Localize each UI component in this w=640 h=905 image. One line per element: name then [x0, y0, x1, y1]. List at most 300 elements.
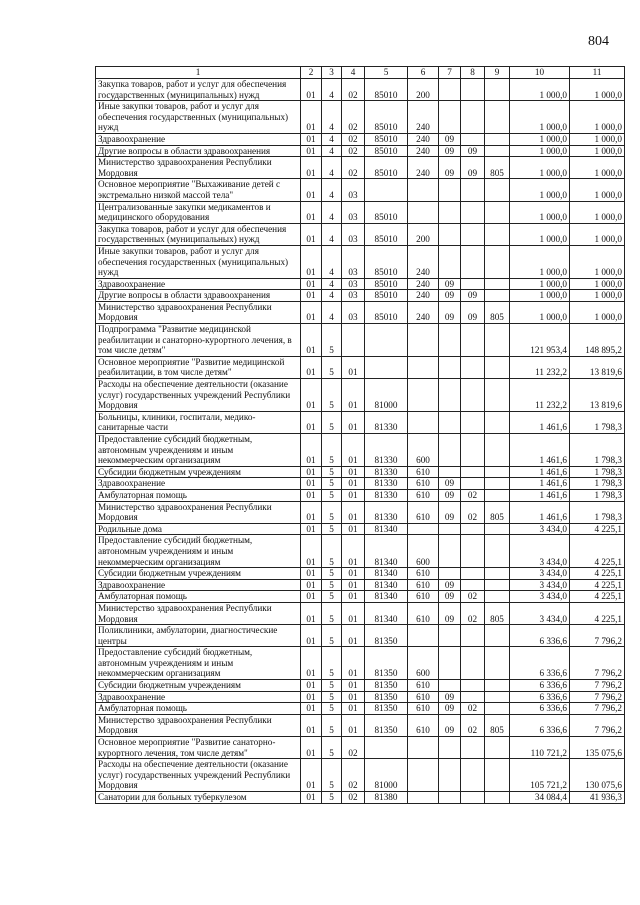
- expense-type-cell: [408, 201, 439, 223]
- row-name-cell: Родильные дома: [96, 523, 301, 535]
- subprogram-code-cell: 4: [322, 145, 342, 157]
- row-name-cell: Иные закупки товаров, работ и услуг для обеспечения государственных (муниципальных) нужд: [96, 245, 301, 278]
- subprogram-code-cell: 5: [322, 602, 342, 624]
- row-name-cell: Предоставление субсидий бюджетным, автономным учреждениям и иным некоммерческим организациям: [96, 647, 301, 680]
- ministry-code-cell: [485, 625, 510, 647]
- table-row: [96, 591, 625, 603]
- direction-code-cell: 81350: [365, 691, 408, 703]
- table-row: [96, 792, 625, 804]
- subprogram-code-cell: 5: [322, 501, 342, 523]
- table-row: [96, 714, 625, 736]
- direction-code-cell: 81000: [365, 759, 408, 792]
- subsection-cell: [461, 356, 485, 378]
- activity-code-cell: 03: [342, 201, 365, 223]
- table-row: [96, 602, 625, 624]
- expense-type-cell: 600: [408, 535, 439, 568]
- row-name-cell: Основное мероприятие "Развитие медицинской реабилитации, в том числе детям": [96, 356, 301, 378]
- subprogram-code-cell: 5: [322, 714, 342, 736]
- subsection-cell: 09: [461, 157, 485, 179]
- amount-col-11-cell: 1 000,0: [570, 157, 625, 179]
- subsection-cell: [461, 324, 485, 357]
- expense-type-cell: 240: [408, 157, 439, 179]
- table-row: [96, 680, 625, 692]
- subprogram-code-cell: 5: [322, 625, 342, 647]
- amount-col-11-cell: 7 796,2: [570, 714, 625, 736]
- direction-code-cell: 85010: [365, 245, 408, 278]
- table-row: [96, 434, 625, 467]
- amount-col-11-cell: 4 225,1: [570, 523, 625, 535]
- amount-col-11-cell: 7 796,2: [570, 647, 625, 680]
- ministry-code-cell: [485, 133, 510, 145]
- amount-col-11-cell: 4 225,1: [570, 591, 625, 603]
- row-name-cell: Основное мероприятие "Развитие санаторно-курортного лечения, том числе детям": [96, 737, 301, 759]
- table-row: [96, 579, 625, 591]
- amount-col-11-cell: 7 796,2: [570, 691, 625, 703]
- column-header: 6: [408, 67, 439, 79]
- ministry-code-cell: [485, 145, 510, 157]
- amount-col-10-cell: 1 461,6: [510, 501, 570, 523]
- subsection-cell: 09: [461, 290, 485, 302]
- ministry-code-cell: 805: [485, 602, 510, 624]
- subsection-cell: [461, 579, 485, 591]
- amount-col-11-cell: 1 798,3: [570, 478, 625, 490]
- activity-code-cell: 02: [342, 157, 365, 179]
- expense-type-cell: 240: [408, 290, 439, 302]
- amount-col-10-cell: 1 000,0: [510, 201, 570, 223]
- subprogram-code-cell: 5: [322, 647, 342, 680]
- activity-code-cell: 01: [342, 625, 365, 647]
- expense-type-cell: [408, 523, 439, 535]
- expense-type-cell: [408, 759, 439, 792]
- activity-code-cell: 01: [342, 356, 365, 378]
- ministry-code-cell: [485, 792, 510, 804]
- subsection-cell: [461, 792, 485, 804]
- expense-type-cell: [408, 792, 439, 804]
- activity-code-cell: 02: [342, 759, 365, 792]
- amount-col-11-cell: 1 798,3: [570, 489, 625, 501]
- expense-type-cell: 200: [408, 223, 439, 245]
- amount-col-10-cell: 1 461,6: [510, 478, 570, 490]
- table-row: [96, 568, 625, 580]
- section-cell: 09: [439, 489, 461, 501]
- amount-col-10-cell: 3 434,0: [510, 523, 570, 535]
- table-row: [96, 324, 625, 357]
- expense-type-cell: [408, 411, 439, 433]
- amount-col-11-cell: 1 000,0: [570, 245, 625, 278]
- program-code-cell: 01: [301, 501, 322, 523]
- subprogram-code-cell: 5: [322, 691, 342, 703]
- subsection-cell: [461, 466, 485, 478]
- program-code-cell: 01: [301, 278, 322, 290]
- subprogram-code-cell: 5: [322, 523, 342, 535]
- amount-col-10-cell: 1 000,0: [510, 223, 570, 245]
- amount-col-11-cell: 1 798,3: [570, 411, 625, 433]
- subsection-cell: [461, 625, 485, 647]
- program-code-cell: 01: [301, 79, 322, 101]
- table-body: [96, 79, 625, 804]
- ministry-code-cell: [485, 591, 510, 603]
- direction-code-cell: 81350: [365, 714, 408, 736]
- subprogram-code-cell: 4: [322, 223, 342, 245]
- subprogram-code-cell: 5: [322, 379, 342, 412]
- table-row: [96, 523, 625, 535]
- ministry-code-cell: [485, 466, 510, 478]
- section-cell: [439, 411, 461, 433]
- section-cell: [439, 324, 461, 357]
- expense-type-cell: 610: [408, 602, 439, 624]
- row-name-cell: Министерство здравоохранения Республики Мордовия: [96, 501, 301, 523]
- row-name-cell: Основное мероприятие "Выхаживание детей с экстремально низкой массой тела": [96, 179, 301, 201]
- amount-col-11-cell: 1 000,0: [570, 101, 625, 134]
- table-row: [96, 145, 625, 157]
- subsection-cell: [461, 737, 485, 759]
- subprogram-code-cell: 4: [322, 133, 342, 145]
- program-code-cell: 01: [301, 737, 322, 759]
- subprogram-code-cell: 5: [322, 591, 342, 603]
- amount-col-11-cell: 1 000,0: [570, 290, 625, 302]
- ministry-code-cell: [485, 245, 510, 278]
- ministry-code-cell: [485, 101, 510, 134]
- activity-code-cell: [342, 324, 365, 357]
- amount-col-11-cell: 1 000,0: [570, 223, 625, 245]
- subsection-cell: 09: [461, 145, 485, 157]
- amount-col-10-cell: 6 336,6: [510, 680, 570, 692]
- amount-col-11-cell: 135 075,6: [570, 737, 625, 759]
- program-code-cell: 01: [301, 245, 322, 278]
- row-name-cell: Больницы, клиники, госпитали, медико-санитарные части: [96, 411, 301, 433]
- subprogram-code-cell: 5: [322, 356, 342, 378]
- ministry-code-cell: [485, 290, 510, 302]
- direction-code-cell: 81350: [365, 703, 408, 715]
- row-name-cell: Здравоохранение: [96, 133, 301, 145]
- ministry-code-cell: 805: [485, 501, 510, 523]
- ministry-code-cell: [485, 523, 510, 535]
- subprogram-code-cell: 5: [322, 737, 342, 759]
- amount-col-11-cell: 13 819,6: [570, 356, 625, 378]
- subsection-cell: 02: [461, 602, 485, 624]
- program-code-cell: 01: [301, 223, 322, 245]
- table-row: [96, 79, 625, 101]
- column-header: 2: [301, 67, 322, 79]
- amount-col-10-cell: 6 336,6: [510, 703, 570, 715]
- ministry-code-cell: [485, 647, 510, 680]
- subsection-cell: 02: [461, 501, 485, 523]
- expense-type-cell: 610: [408, 591, 439, 603]
- amount-col-10-cell: 1 000,0: [510, 145, 570, 157]
- subsection-cell: [461, 411, 485, 433]
- table-row: [96, 290, 625, 302]
- program-code-cell: 01: [301, 157, 322, 179]
- direction-code-cell: 81350: [365, 647, 408, 680]
- amount-col-10-cell: 6 336,6: [510, 625, 570, 647]
- subprogram-code-cell: 5: [322, 466, 342, 478]
- activity-code-cell: 01: [342, 434, 365, 467]
- column-header: 10: [510, 67, 570, 79]
- program-code-cell: 01: [301, 680, 322, 692]
- activity-code-cell: 03: [342, 223, 365, 245]
- direction-code-cell: 85010: [365, 157, 408, 179]
- program-code-cell: 01: [301, 478, 322, 490]
- program-code-cell: 01: [301, 324, 322, 357]
- ministry-code-cell: [485, 680, 510, 692]
- column-header: 1: [96, 67, 301, 79]
- table-row: [96, 201, 625, 223]
- direction-code-cell: 85010: [365, 278, 408, 290]
- subsection-cell: [461, 759, 485, 792]
- activity-code-cell: 01: [342, 568, 365, 580]
- row-name-cell: Другие вопросы в области здравоохранения: [96, 290, 301, 302]
- section-cell: [439, 101, 461, 134]
- section-cell: 09: [439, 290, 461, 302]
- amount-col-10-cell: 1 000,0: [510, 101, 570, 134]
- row-name-cell: Субсидии бюджетным учреждениям: [96, 466, 301, 478]
- program-code-cell: 01: [301, 356, 322, 378]
- row-name-cell: Иные закупки товаров, работ и услуг для обеспечения государственных (муниципальных) нужд: [96, 101, 301, 134]
- direction-code-cell: 85010: [365, 133, 408, 145]
- amount-col-11-cell: 41 936,3: [570, 792, 625, 804]
- activity-code-cell: 03: [342, 301, 365, 323]
- row-name-cell: Расходы на обеспечение деятельности (оказание услуг) государственных учреждений Республики Мордовия: [96, 759, 301, 792]
- subprogram-code-cell: 5: [322, 489, 342, 501]
- direction-code-cell: 81330: [365, 434, 408, 467]
- ministry-code-cell: [485, 79, 510, 101]
- expense-type-cell: 610: [408, 466, 439, 478]
- row-name-cell: Централизованные закупки медикаментов и медицинского оборудования: [96, 201, 301, 223]
- section-cell: [439, 680, 461, 692]
- program-code-cell: 01: [301, 792, 322, 804]
- amount-col-10-cell: 1 000,0: [510, 301, 570, 323]
- program-code-cell: 01: [301, 647, 322, 680]
- section-cell: 09: [439, 145, 461, 157]
- subsection-cell: [461, 535, 485, 568]
- row-name-cell: Здравоохранение: [96, 278, 301, 290]
- subprogram-code-cell: 4: [322, 290, 342, 302]
- amount-col-10-cell: 105 721,2: [510, 759, 570, 792]
- activity-code-cell: 01: [342, 691, 365, 703]
- direction-code-cell: 85010: [365, 101, 408, 134]
- table-row: [96, 625, 625, 647]
- table-row: [96, 647, 625, 680]
- row-name-cell: Амбулаторная помощь: [96, 489, 301, 501]
- section-cell: [439, 535, 461, 568]
- ministry-code-cell: [485, 201, 510, 223]
- activity-code-cell: 01: [342, 523, 365, 535]
- row-name-cell: Субсидии бюджетным учреждениям: [96, 680, 301, 692]
- table-row: [96, 703, 625, 715]
- table-row: [96, 737, 625, 759]
- column-header: 11: [570, 67, 625, 79]
- subprogram-code-cell: 4: [322, 301, 342, 323]
- expense-type-cell: 610: [408, 478, 439, 490]
- subsection-cell: [461, 379, 485, 412]
- subsection-cell: [461, 245, 485, 278]
- expense-type-cell: 600: [408, 647, 439, 680]
- subprogram-code-cell: 5: [322, 411, 342, 433]
- amount-col-10-cell: 121 953,4: [510, 324, 570, 357]
- amount-col-10-cell: 1 461,6: [510, 411, 570, 433]
- row-name-cell: Амбулаторная помощь: [96, 591, 301, 603]
- expense-type-cell: 240: [408, 301, 439, 323]
- direction-code-cell: 81340: [365, 579, 408, 591]
- row-name-cell: Здравоохранение: [96, 478, 301, 490]
- expense-type-cell: 240: [408, 278, 439, 290]
- activity-code-cell: 01: [342, 535, 365, 568]
- activity-code-cell: 02: [342, 101, 365, 134]
- expense-type-cell: [408, 379, 439, 412]
- table-row: [96, 379, 625, 412]
- subsection-cell: [461, 179, 485, 201]
- table-row: [96, 157, 625, 179]
- section-cell: [439, 568, 461, 580]
- subsection-cell: 02: [461, 591, 485, 603]
- activity-code-cell: 01: [342, 411, 365, 433]
- activity-code-cell: 01: [342, 489, 365, 501]
- row-name-cell: Закупка товаров, работ и услуг для обеспечения государственных (муниципальных) нужд: [96, 79, 301, 101]
- direction-code-cell: 81350: [365, 680, 408, 692]
- subprogram-code-cell: 5: [322, 792, 342, 804]
- direction-code-cell: [365, 179, 408, 201]
- program-code-cell: 01: [301, 379, 322, 412]
- amount-col-10-cell: 6 336,6: [510, 691, 570, 703]
- table-row: [96, 245, 625, 278]
- table-row: [96, 101, 625, 134]
- section-cell: [439, 759, 461, 792]
- program-code-cell: 01: [301, 759, 322, 792]
- direction-code-cell: 85010: [365, 290, 408, 302]
- activity-code-cell: 02: [342, 133, 365, 145]
- direction-code-cell: 81330: [365, 489, 408, 501]
- program-code-cell: 01: [301, 411, 322, 433]
- amount-col-10-cell: 1 000,0: [510, 133, 570, 145]
- expense-type-cell: 240: [408, 245, 439, 278]
- column-header: 9: [485, 67, 510, 79]
- program-code-cell: 01: [301, 535, 322, 568]
- column-header: 4: [342, 67, 365, 79]
- amount-col-10-cell: 1 000,0: [510, 179, 570, 201]
- expense-type-cell: 610: [408, 703, 439, 715]
- budget-table: [95, 66, 625, 804]
- row-name-cell: Субсидии бюджетным учреждениям: [96, 568, 301, 580]
- section-cell: 09: [439, 501, 461, 523]
- amount-col-10-cell: 3 434,0: [510, 568, 570, 580]
- amount-col-11-cell: 130 075,6: [570, 759, 625, 792]
- subsection-cell: [461, 647, 485, 680]
- row-name-cell: Предоставление субсидий бюджетным, автономным учреждениям и иным некоммерческим организациям: [96, 535, 301, 568]
- section-cell: [439, 523, 461, 535]
- ministry-code-cell: [485, 535, 510, 568]
- direction-code-cell: 81340: [365, 591, 408, 603]
- section-cell: [439, 245, 461, 278]
- subsection-cell: [461, 278, 485, 290]
- section-cell: 09: [439, 591, 461, 603]
- subsection-cell: [461, 568, 485, 580]
- activity-code-cell: 01: [342, 591, 365, 603]
- column-header: 5: [365, 67, 408, 79]
- amount-col-10-cell: 11 232,2: [510, 379, 570, 412]
- section-cell: [439, 379, 461, 412]
- program-code-cell: 01: [301, 691, 322, 703]
- direction-code-cell: 85010: [365, 201, 408, 223]
- row-name-cell: Министерство здравоохранения Республики Мордовия: [96, 602, 301, 624]
- amount-col-11-cell: 7 796,2: [570, 703, 625, 715]
- amount-col-11-cell: 7 796,2: [570, 680, 625, 692]
- section-cell: [439, 79, 461, 101]
- amount-col-11-cell: 7 796,2: [570, 625, 625, 647]
- program-code-cell: 01: [301, 489, 322, 501]
- section-cell: [439, 356, 461, 378]
- subprogram-code-cell: 5: [322, 535, 342, 568]
- activity-code-cell: 03: [342, 278, 365, 290]
- table-row: [96, 278, 625, 290]
- subsection-cell: [461, 680, 485, 692]
- section-cell: 09: [439, 691, 461, 703]
- direction-code-cell: 81330: [365, 501, 408, 523]
- activity-code-cell: 01: [342, 714, 365, 736]
- table-row: [96, 759, 625, 792]
- subsection-cell: 02: [461, 714, 485, 736]
- subprogram-code-cell: 4: [322, 201, 342, 223]
- row-name-cell: Другие вопросы в области здравоохранения: [96, 145, 301, 157]
- subprogram-code-cell: 4: [322, 179, 342, 201]
- activity-code-cell: 02: [342, 737, 365, 759]
- amount-col-11-cell: 1 798,3: [570, 434, 625, 467]
- section-cell: [439, 792, 461, 804]
- table-row: [96, 301, 625, 323]
- subprogram-code-cell: 4: [322, 278, 342, 290]
- expense-type-cell: [408, 737, 439, 759]
- table-row: [96, 466, 625, 478]
- amount-col-10-cell: 1 461,6: [510, 434, 570, 467]
- section-cell: 09: [439, 703, 461, 715]
- row-name-cell: Министерство здравоохранения Республики Мордовия: [96, 301, 301, 323]
- ministry-code-cell: [485, 489, 510, 501]
- subprogram-code-cell: 4: [322, 157, 342, 179]
- program-code-cell: 01: [301, 290, 322, 302]
- program-code-cell: 01: [301, 625, 322, 647]
- program-code-cell: 01: [301, 703, 322, 715]
- amount-col-10-cell: 3 434,0: [510, 591, 570, 603]
- amount-col-10-cell: 34 084,4: [510, 792, 570, 804]
- subprogram-code-cell: 5: [322, 759, 342, 792]
- activity-code-cell: 01: [342, 703, 365, 715]
- amount-col-11-cell: 1 000,0: [570, 301, 625, 323]
- amount-col-11-cell: 4 225,1: [570, 535, 625, 568]
- amount-col-11-cell: 4 225,1: [570, 602, 625, 624]
- section-cell: 09: [439, 602, 461, 624]
- program-code-cell: 01: [301, 714, 322, 736]
- direction-code-cell: 81340: [365, 568, 408, 580]
- row-name-cell: Санатории для больных туберкулезом: [96, 792, 301, 804]
- subprogram-code-cell: 5: [322, 568, 342, 580]
- row-name-cell: Амбулаторная помощь: [96, 703, 301, 715]
- direction-code-cell: 81330: [365, 478, 408, 490]
- expense-type-cell: 610: [408, 579, 439, 591]
- section-cell: [439, 434, 461, 467]
- table-row: [96, 691, 625, 703]
- subsection-cell: [461, 223, 485, 245]
- amount-col-10-cell: 1 000,0: [510, 79, 570, 101]
- subprogram-code-cell: 4: [322, 101, 342, 134]
- direction-code-cell: 81000: [365, 379, 408, 412]
- activity-code-cell: 01: [342, 680, 365, 692]
- activity-code-cell: 01: [342, 602, 365, 624]
- row-name-cell: Расходы на обеспечение деятельности (оказание услуг) государственных учреждений Республики Мордовия: [96, 379, 301, 412]
- program-code-cell: 01: [301, 301, 322, 323]
- table-row: [96, 356, 625, 378]
- expense-type-cell: 610: [408, 501, 439, 523]
- ministry-code-cell: [485, 434, 510, 467]
- direction-code-cell: 81380: [365, 792, 408, 804]
